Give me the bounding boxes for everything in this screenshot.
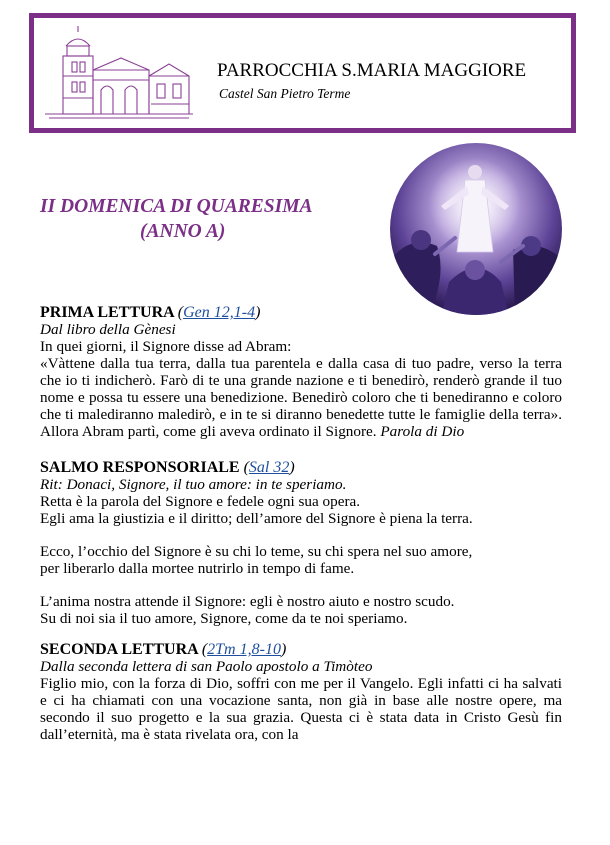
prima-lettura-heading: PRIMA LETTURA (Gen 12,1-4) [40,304,261,321]
seconda-lettura-section [40,641,562,743]
salmo-line: Retta è la parola del Signore e fedele ogni sua opera. [40,493,361,510]
readings [40,304,562,743]
transfiguration-painting-icon [389,142,563,316]
page-title [40,194,360,244]
prima-lettura-ref-link[interactable]: Gen 12,1-4 [183,304,256,321]
seconda-lettura-ref-link[interactable]: 2Tm 1,8-10 [207,641,281,658]
salmo-line: Egli ama la giustizia e il diritto; dell’amore del Signore è piena la terra. [40,510,473,527]
parish-name: PARROCCHIA S.MARIA MAGGIORE [217,60,527,81]
parish-city: Castel San Pietro Terme [219,86,351,101]
title-line-1: II DOMENICA DI QUARESIMA [40,196,313,217]
prima-lettura-title: PRIMA LETTURA [40,304,174,321]
prima-lettura-source: Dal libro della Gènesi [40,321,176,338]
salmo-title: SALMO RESPONSORIALE [40,459,240,476]
salmo-refrain: Rit: Donaci, Signore, il tuo amore: in te speriamo. [40,476,347,493]
seconda-lettura-text: Figlio mio, con la forza di Dio, soffri con me per il Vangelo. Egli infatti ci ha salvati e ci ha chiamati con una vocazione santa, non già in base alle nostre opere, ma secondo il suo progetto e la sua grazia. Questa ci è stata data in Cristo Gesù fin dall’eternità, ma è stata rivelata ora, con la [40,675,562,743]
header-box [29,13,576,133]
salmo-section [40,459,562,627]
seconda-lettura-title: SECONDA LETTURA [40,641,198,658]
seconda-lettura-heading: SECONDA LETTURA (2Tm 1,8-10) [40,641,287,658]
prima-lettura-intro: In quei giorni, il Signore disse ad Abram: [40,338,292,355]
seconda-lettura-source: Dalla seconda lettera di san Paolo apostolo a Timòteo [40,658,373,675]
prima-lettura-body: «Vàttene dalla tua terra, dalla tua parentela e dalla casa di tuo padre, verso la terra che io ti indicherò. Farò di te una grande nazione e ti benedirò, renderò grande il tuo nome e possa tu essere una benedizione. Benedirò coloro che ti benediranno e coloro che ti malediranno maledirò, e in te si diranno benedette tutte le famiglie della terra». Allora Abram partì, come gli aveva ordinato il Signore. [40,355,562,440]
prima-lettura-section [40,304,562,440]
salmo-line: L’anima nostra attende il Signore: egli è nostro aiuto e nostro scudo. [40,593,455,610]
prima-lettura-closing: Parola di Dio [380,423,465,440]
salmo-heading: SALMO RESPONSORIALE (Sal 32) [40,459,295,476]
salmo-ref-link[interactable]: Sal 32 [248,459,290,476]
prima-lettura-text [40,355,562,440]
salmo-line: Su di noi sia il tuo amore, Signore, come da te noi speriamo. [40,610,408,627]
salmo-line: Ecco, l’occhio del Signore è su chi lo teme, su chi spera nel suo amore, [40,543,473,560]
church-drawing-icon [41,24,196,124]
salmo-line: per liberarlo dalla mortee nutrirlo in tempo di fame. [40,560,355,577]
title-line-2: (ANNO A) [140,221,226,242]
